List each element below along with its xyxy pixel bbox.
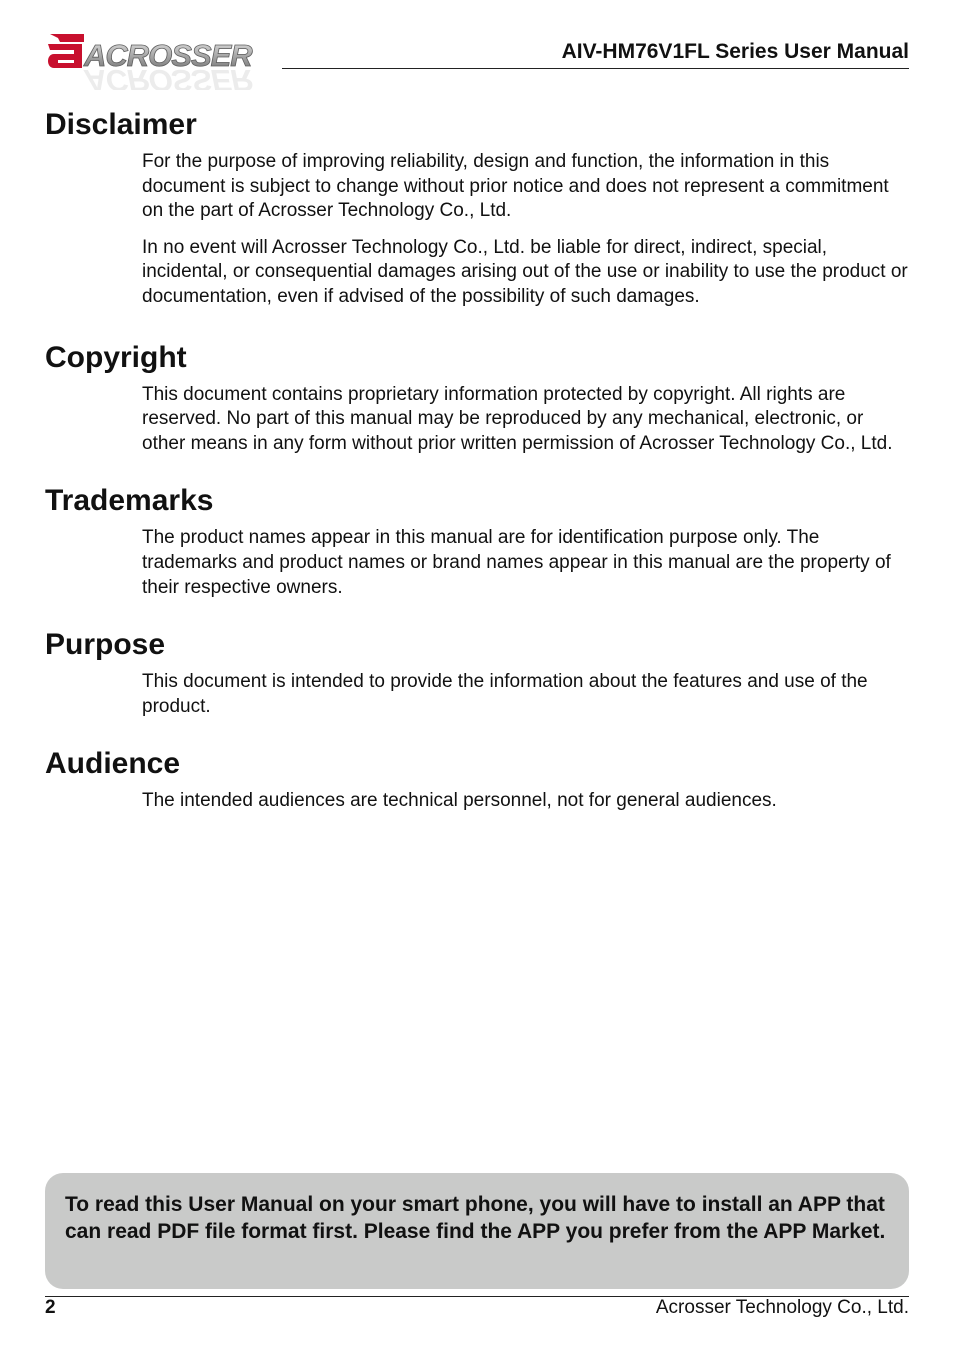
logo-wordmark: ACROSSER: [84, 38, 252, 73]
section-paragraph: This document contains proprietary information protected by copyright. All rights are reserved. No part of this manual may be reproduced by any mechanical, electronic, or other means in any form without prior written permission of Acrosser Technology Co., Ltd.: [142, 383, 893, 454]
section-purpose: [45, 624, 909, 719]
section-paragraph: The intended audiences are technical personnel, not for general audiences.: [142, 790, 777, 812]
section-paragraph: This document is intended to provide the information about the features and use of the product.: [142, 671, 868, 717]
section-paragraph: For the purpose of improving reliability, design and function, the information in this document is subject to change without prior notice and does not represent a commitment on the part of Acrosser Technology Co., Ltd.: [142, 151, 889, 222]
manual-title: AIV-HM76V1FL Series User Manual: [561, 40, 909, 63]
section-paragraph: In no event will Acrosser Technology Co., Ltd. be liable for direct, indirect, special, incidental, or consequential damages arising out of the use or inability to use the product or documentation, even if advised of the possibility of such damages.: [142, 236, 908, 307]
section-copyright: [45, 337, 909, 457]
header-divider: [282, 68, 909, 69]
section-disclaimer: [45, 104, 909, 310]
smartphone-note-text: To read this User Manual on your smart phone, you will have to install an APP that can read PDF file format first. Please find the APP you prefer from the APP Market.: [65, 1193, 886, 1243]
section-heading: Disclaimer: [45, 108, 197, 141]
page-number: 2: [45, 1297, 56, 1318]
page-content: [45, 104, 909, 826]
section-heading: Trademarks: [45, 484, 214, 518]
smartphone-note-box: [45, 1173, 909, 1289]
footer-company: Acrosser Technology Co., Ltd.: [655, 1297, 909, 1318]
section-heading: Purpose: [45, 628, 166, 662]
logo-reflection: ACROSSER: [84, 63, 252, 90]
section-trademarks: [45, 480, 909, 600]
section-audience: [45, 743, 909, 814]
section-heading: Copyright: [45, 340, 187, 374]
section-paragraph: The product names appear in this manual are for identification purpose only. The trademarks and product names or brand names appear in this manual are the property of their respective owners.: [142, 527, 891, 598]
acrosser-logo: [44, 30, 276, 90]
section-heading: Audience: [45, 747, 181, 781]
